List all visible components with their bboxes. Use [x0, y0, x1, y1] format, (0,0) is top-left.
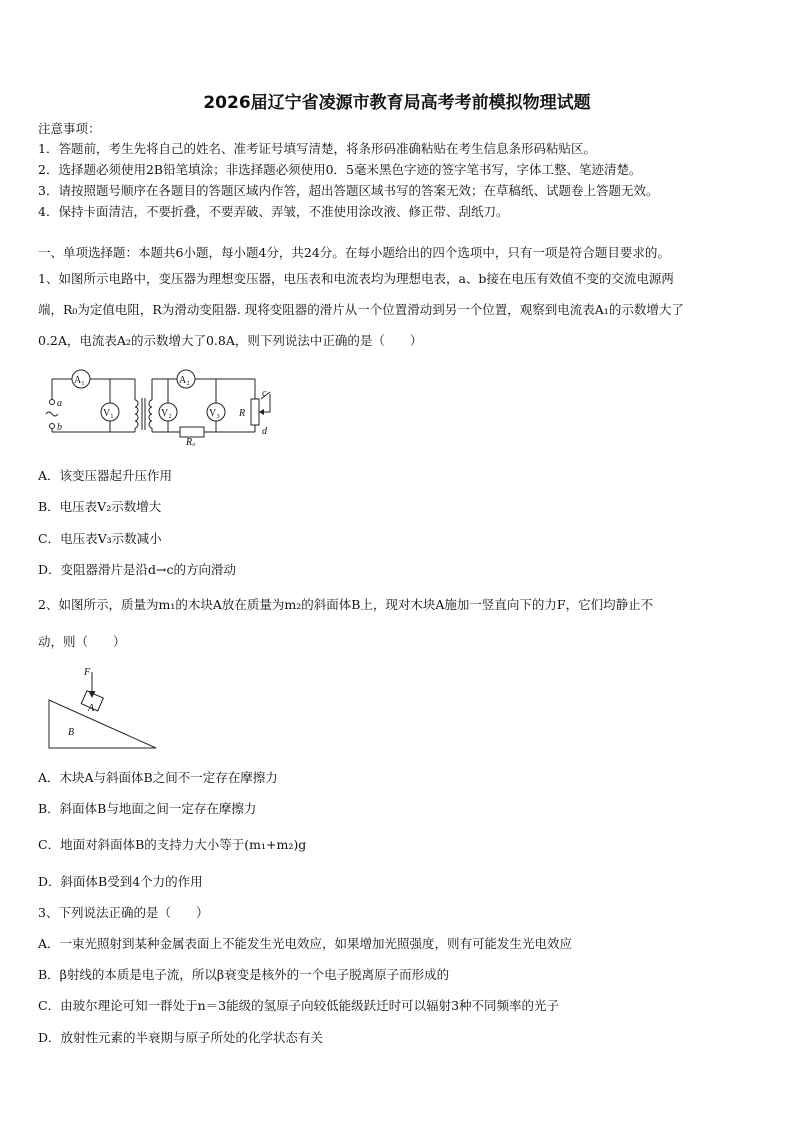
terminal-a-label: a: [57, 398, 62, 409]
voltmeter-v2-label: V₂: [161, 408, 172, 419]
q1-stem-line: 0.2A，电流表A₂的示数增大了0.8A，则下列说法中正确的是（ ）: [38, 333, 423, 348]
q3-stem: 3、下列说法正确的是（ ）: [38, 905, 209, 920]
q2-option-d: D．斜面体B受到4个力的作用: [38, 874, 203, 889]
resistor-r0-label: R₀: [186, 437, 196, 446]
q2-option-b: B．斜面体B与地面之间一定存在摩擦力: [38, 801, 257, 816]
ammeter-a2-label: A₂: [179, 375, 190, 386]
voltmeter-v3-label: V₃: [209, 408, 220, 419]
q3-option-a: A．一束光照射到某种金属表面上不能发生光电效应，如果增加光照强度，则有可能发生光电效应: [38, 936, 573, 951]
force-f-label: F: [84, 667, 91, 678]
q1-circuit-diagram: [40, 364, 280, 446]
notice-item: 1．答题前，考生先将自己的姓名、准考证号填写清楚，将条形码准确粘贴在考生信息条形码粘贴区。: [38, 141, 596, 156]
terminal-b-label: b: [57, 422, 62, 433]
q3-option-b: B．β射线的本质是电子流，所以β衰变是核外的一个电子脱离原子而形成的: [38, 967, 450, 982]
q1-stem-line: 1、如图所示电路中，变压器为理想变压器，电压表和电流表均为理想电表，a、b接在电压有效值不变的交流电源两: [38, 271, 674, 286]
notice-heading: 注意事项：: [38, 121, 101, 136]
incline-b-label: B: [68, 727, 75, 738]
section-heading: 一、单项选择题：本题共6小题，每小题4分，共24分。在每小题给出的四个选项中，只有一项是符合题目要求的。: [38, 245, 670, 260]
ammeter-a1-label: A₁: [74, 375, 85, 386]
page-title: 2026届辽宁省凌源市教育局高考考前模拟物理试题: [203, 93, 591, 113]
q3-option-d: D．放射性元素的半衰期与原子所处的化学状态有关: [38, 1030, 324, 1045]
q1-option-d: D．变阻器滑片是沿d→c的方向滑动: [38, 562, 236, 577]
q1-stem-line: 端，R₀为定值电阻，R为滑动变阻器. 现将变阻器的滑片从一个位置滑动到另一个位置，观察到电流表A₁的示数增大了: [38, 302, 684, 317]
resistor-r-label: R: [239, 408, 246, 419]
q2-stem-line: 动，则（ ）: [38, 634, 126, 649]
notice-item: 3．请按照题号顺序在各题目的答题区域内作答，超出答题区域书写的答案无效；在草稿纸、试题卷上答题无效。: [38, 183, 659, 198]
q2-option-c: C．地面对斜面体B的支持力大小等于(m₁+m₂)g: [38, 837, 307, 852]
slider-d-label: d: [262, 426, 267, 437]
q2-stem-line: 2、如图所示，质量为m₁的木块A放在质量为m₂的斜面体B上，现对木块A施加一竖直向下的力F，它们均静止不: [38, 597, 654, 612]
q2-option-a: A．木块A与斜面体B之间不一定存在摩擦力: [38, 770, 278, 785]
q1-option-c: C．电压表V₃示数减小: [38, 531, 162, 546]
q1-option-b: B．电压表V₂示数增大: [38, 499, 162, 514]
block-a-label: A: [88, 703, 95, 714]
notice-item: 2．选择题必须使用2B铅笔填涂；非选择题必须使用0．5毫米黑色字迹的签字笔书写，字体工整、笔迹清楚。: [38, 162, 642, 177]
q3-option-c: C．由玻尔理论可知一群处于n＝3能级的氢原子向较低能级跃迁时可以辐射3种不同频率的光子: [38, 998, 560, 1013]
notice-item: 4．保持卡面清洁，不要折叠，不要弄破、弄皱，不准使用涂改液、修正带、刮纸刀。: [38, 204, 509, 219]
voltmeter-v1-label: V₁: [103, 408, 114, 419]
q2-incline-diagram: [44, 664, 164, 754]
slider-c-label: c: [262, 388, 267, 399]
q1-option-a: A．该变压器起升压作用: [38, 468, 173, 483]
